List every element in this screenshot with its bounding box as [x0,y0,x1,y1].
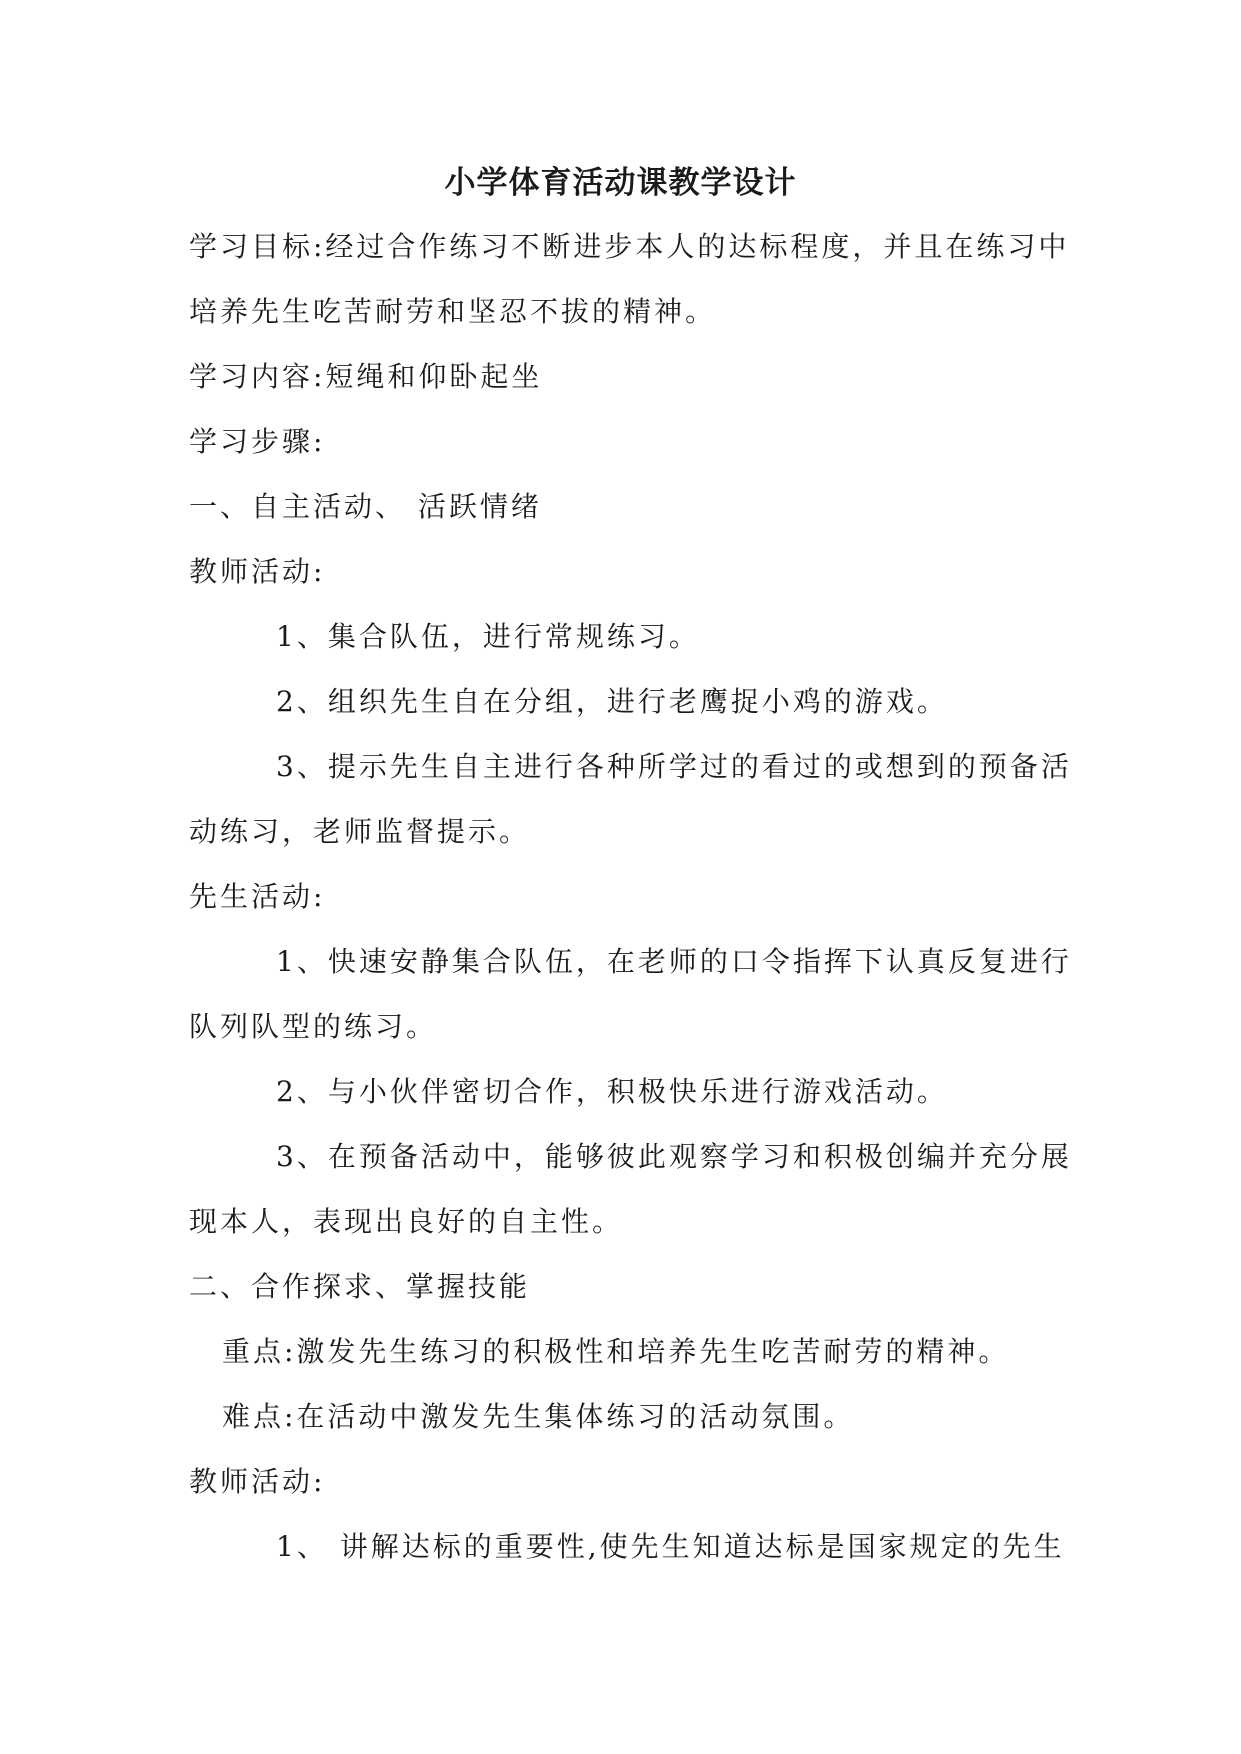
teacher-activity-item: 3、提示先生自主进行各种所学过的看过的或想到的预备活 [276,750,1072,783]
student-activity-heading: 先生活动: [189,880,326,913]
student-activity-item-continuation: 队列队型的练习。 [189,1010,438,1043]
learning-content-line: 学习内容:短绳和仰卧起坐 [189,360,543,393]
section-one-heading: 一、自主活动、 活跃情绪 [189,490,542,523]
learning-objective-line: 学习目标:经过合作练习不断进步本人的达标程度，并且在练习中 [189,230,1070,263]
teacher-activity-item: 2、组织先生自在分组，进行老鹰捉小鸡的游戏。 [276,685,948,718]
teacher-activity-heading: 教师活动: [189,1465,326,1498]
teacher-activity-item: 1、 讲解达标的重要性,使先生知道达标是国家规定的先生 [276,1530,1065,1563]
teacher-activity-item: 1、集合队伍，进行常规练习。 [276,620,700,653]
teacher-activity-heading: 教师活动: [189,555,326,588]
student-activity-item: 1、快速安静集合队伍，在老师的口令指挥下认真反复进行 [276,945,1072,978]
section-two-heading: 二、合作探求、掌握技能 [189,1270,531,1303]
learning-objective-continuation: 培养先生吃苦耐劳和坚忍不拔的精神。 [189,295,717,328]
difficulty-line: 难点:在活动中激发先生集体练习的活动氛围。 [222,1400,855,1433]
key-point-line: 重点:激发先生练习的积极性和培养先生吃苦耐劳的精神。 [222,1335,1010,1368]
teacher-activity-item-continuation: 动练习，老师监督提示。 [189,815,531,848]
student-activity-item: 2、与小伙伴密切合作，积极快乐进行游戏活动。 [276,1075,948,1108]
document-title: 小学体育活动课教学设计 [444,165,797,201]
learning-steps-heading: 学习步骤: [189,425,326,458]
student-activity-item-continuation: 现本人，表现出良好的自主性。 [189,1205,624,1238]
student-activity-item: 3、在预备活动中，能够彼此观察学习和积极创编并充分展 [276,1140,1072,1173]
